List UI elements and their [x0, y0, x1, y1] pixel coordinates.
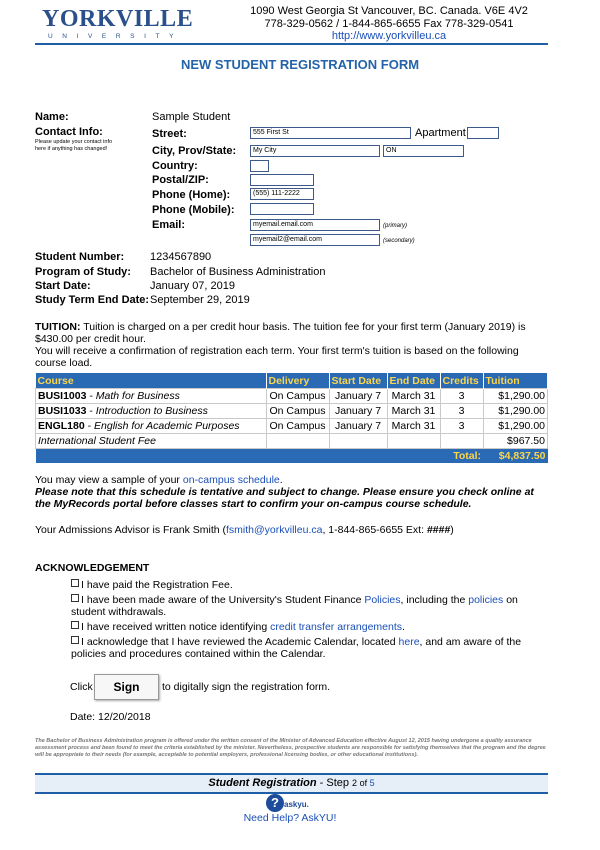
- ack-item-4[interactable]: [71, 636, 551, 660]
- schedule-text-after: .: [279, 474, 283, 486]
- phone-home-label: Phone (Home):: [152, 189, 231, 201]
- table-row: [36, 404, 548, 419]
- ack-item-4-text-b: , and am aware of the policies and procedures contained within the Calendar.: [71, 636, 522, 660]
- phone-mobile-label: Phone (Mobile):: [152, 204, 235, 216]
- credit-transfer-link[interactable]: credit transfer arrangements: [270, 621, 403, 633]
- start-cell: January 7: [329, 419, 387, 434]
- start-date-value: January 07, 2019: [150, 280, 236, 292]
- program-value: Bachelor of Business Administration: [150, 266, 326, 278]
- on-campus-schedule-link[interactable]: on-campus schedule: [182, 474, 280, 486]
- advisor-text: [35, 524, 550, 536]
- ack-item-2-text-c: on student withdrawals.: [71, 594, 518, 618]
- fee-label: International Student Fee: [38, 435, 156, 447]
- delivery-cell: On Campus: [266, 404, 329, 419]
- start-date-label: Start Date:: [35, 280, 91, 292]
- tuition-cell: $1,290.00: [483, 419, 548, 434]
- checkbox-icon[interactable]: [71, 579, 79, 587]
- delivery-cell: On Campus: [266, 419, 329, 434]
- credits-cell: 3: [440, 389, 483, 404]
- academic-calendar-link[interactable]: here: [398, 636, 420, 648]
- click-label: Click: [70, 681, 93, 693]
- sign-instruction: to digitally sign the registration form.: [162, 681, 331, 693]
- tuition-line2: You will receive a confirmation of registration each term. Your first term's tuition is based on the following course load.: [35, 345, 519, 369]
- start-cell: January 7: [329, 404, 387, 419]
- course-table: [35, 373, 548, 463]
- name-value: Sample Student: [152, 111, 231, 123]
- empty-cell: [266, 434, 329, 449]
- apartment-input[interactable]: [467, 127, 499, 139]
- tuition-heading: TUITION:: [35, 321, 81, 333]
- phone-home-input[interactable]: [250, 188, 314, 200]
- ack-item-4-text: I acknowledge that I have reviewed the Academic Calendar, located: [81, 636, 399, 648]
- city-input[interactable]: [250, 145, 380, 157]
- fee-label-cell: [36, 434, 267, 449]
- email-primary-input[interactable]: [250, 219, 380, 231]
- contact-info-label: Contact Info:: [35, 126, 103, 138]
- student-number-value: 1234567890: [150, 251, 212, 263]
- total-spacer: [36, 449, 441, 464]
- empty-cell: [387, 434, 440, 449]
- schedule-note: Please note that this schedule is tentative and subject to change. Please ensure you check online at the MyRecords portal before classes start to confirm your on-campus course schedule.: [35, 486, 534, 510]
- col-start-date: Start Date: [329, 373, 387, 389]
- yorkville-logo-sub: UNIVERSITY: [48, 33, 184, 40]
- form-title: NEW STUDENT REGISTRATION FORM: [180, 57, 420, 72]
- apartment-label: Apartment: [415, 127, 466, 139]
- street-input[interactable]: [250, 127, 411, 139]
- course-cell: ENGL180 - English for Academic Purposes: [36, 419, 267, 434]
- advisor-phone: , 1-844-865-6655 Ext:: [322, 524, 427, 536]
- step-total: 5: [369, 778, 375, 788]
- program-label: Program of Study:: [35, 266, 131, 278]
- course-title: Math for Business: [95, 390, 180, 402]
- country-label: Country:: [152, 160, 198, 172]
- need-help-link[interactable]: Need Help? AskYU!: [243, 812, 337, 824]
- schedule-text: [35, 474, 550, 510]
- step-current: 2: [352, 778, 358, 788]
- course-table-header: [36, 373, 548, 389]
- advisor-email-link[interactable]: fsmith@yorkvilleu.ca: [226, 524, 323, 536]
- col-credits: Credits: [440, 373, 483, 389]
- schedule-text-before: You may view a sample of your: [35, 474, 183, 486]
- postal-label: Postal/ZIP:: [152, 174, 209, 186]
- advisor-text-lead: Your Admissions Advisor is Frank Smith (: [35, 524, 227, 536]
- province-input[interactable]: [383, 145, 464, 157]
- total-label: Total:: [440, 449, 483, 464]
- street-label: Street:: [152, 128, 187, 140]
- student-finance-policies-link[interactable]: Policies: [364, 594, 401, 606]
- fee-value-cell: $967.50: [483, 434, 548, 449]
- acknowledgement-heading: ACKNOWLEDGEMENT: [35, 562, 150, 574]
- course-cell: BUSI1033 - Introduction to Business: [36, 404, 267, 419]
- ack-item-1-text: I have paid the Registration Fee.: [81, 579, 233, 591]
- col-tuition: Tuition: [483, 373, 548, 389]
- end-cell: March 31: [387, 419, 440, 434]
- name-label: Name:: [35, 111, 69, 123]
- table-total-row: [36, 449, 548, 464]
- step-indicator: [35, 773, 548, 794]
- empty-cell: [440, 434, 483, 449]
- header-rule: [35, 43, 548, 45]
- help-question-icon[interactable]: ?: [266, 794, 284, 812]
- postal-input[interactable]: [250, 174, 314, 186]
- checkbox-icon[interactable]: [71, 621, 79, 629]
- phone-mobile-input[interactable]: [250, 203, 314, 215]
- end-date-value: September 29, 2019: [150, 294, 250, 306]
- ack-item-2-text-b: , including the: [400, 594, 469, 606]
- email-secondary-tag: (secondary): [383, 238, 415, 244]
- withdrawal-policies-link[interactable]: policies: [468, 594, 504, 606]
- sign-button[interactable]: Sign: [94, 674, 159, 700]
- email-label: Email:: [152, 219, 186, 231]
- start-cell: January 7: [329, 389, 387, 404]
- country-input[interactable]: [250, 160, 269, 172]
- tuition-cell: $1,290.00: [483, 389, 548, 404]
- end-cell: March 31: [387, 389, 440, 404]
- table-row-fee: [36, 434, 548, 449]
- yorkville-logo: YORKVILLE: [42, 6, 194, 32]
- email-primary-tag: (primary): [383, 223, 407, 229]
- tuition-line1: Tuition is charged on a per credit hour basis. The tuition fee for your first term (January 2019) is $430.00 per credit hour.: [35, 321, 526, 345]
- header-website-link[interactable]: http://www.yorkvilleu.ca: [331, 30, 447, 42]
- end-date-label: Study Term End Date:: [35, 294, 150, 306]
- step-of: of: [357, 778, 370, 788]
- course-code: BUSI1033: [38, 405, 87, 417]
- credits-cell: 3: [440, 419, 483, 434]
- ack-item-3-text-b: .: [402, 621, 405, 633]
- ack-item-1[interactable]: [71, 579, 551, 591]
- total-value: $4,837.50: [483, 449, 548, 464]
- table-row: [36, 419, 548, 434]
- tuition-text: [35, 321, 550, 369]
- ack-item-3-text: I have received written notice identifying: [81, 621, 271, 633]
- course-title: Introduction to Business: [95, 405, 208, 417]
- advisor-ext: ####: [426, 524, 451, 536]
- end-cell: March 31: [387, 404, 440, 419]
- course-title: English for Academic Purposes: [94, 420, 240, 432]
- program-disclaimer: The Bachelor of Business Administration program is offered under the written consent of the Minister of Advanced Education effective August 12, 2015 having undergone a quality assurance assessment process and been found to meet the criteria established by the minister. Nevertheless, prospective students are responsible for satisfying themselves that the program and the degree will be appropriate to their needs (for example, acceptable to potential employers, professional licensing bodies, or other educational institutions).: [35, 738, 546, 758]
- email-secondary-input[interactable]: [250, 234, 380, 246]
- ack-item-2[interactable]: [71, 594, 551, 618]
- course-cell: BUSI1003 - Math for Business: [36, 389, 267, 404]
- ack-item-2-text: I have been made aware of the University's Student Finance: [81, 594, 365, 606]
- student-number-label: Student Number:: [35, 251, 125, 263]
- step-label: Student Registration: [208, 777, 317, 789]
- askyu-brand: askyu.: [284, 800, 309, 809]
- advisor-close: ): [450, 524, 454, 536]
- col-end-date: End Date: [387, 373, 440, 389]
- header-address: 1090 West Georgia St Vancouver, BC. Canada. V6E 4V2: [250, 5, 528, 17]
- delivery-cell: On Campus: [266, 389, 329, 404]
- col-course: Course: [36, 373, 267, 389]
- credits-cell: 3: [440, 404, 483, 419]
- step-text: - Step: [316, 777, 353, 789]
- contact-info-note: Please update your contact info here if anything has changed!: [35, 139, 113, 152]
- empty-cell: [329, 434, 387, 449]
- checkbox-icon[interactable]: [71, 636, 79, 644]
- tuition-cell: $1,290.00: [483, 404, 548, 419]
- header-phone-fax: 778-329-0562 / 1-844-865-6655 Fax 778-329-0541: [264, 18, 514, 30]
- course-code: ENGL180: [38, 420, 85, 432]
- course-code: BUSI1003: [38, 390, 87, 402]
- table-row: [36, 389, 548, 404]
- checkbox-icon[interactable]: [71, 594, 79, 602]
- sign-date: Date: 12/20/2018: [70, 711, 151, 723]
- ack-item-3[interactable]: [71, 621, 551, 633]
- col-delivery: Delivery: [266, 373, 329, 389]
- city-label: City, Prov/State:: [152, 145, 237, 157]
